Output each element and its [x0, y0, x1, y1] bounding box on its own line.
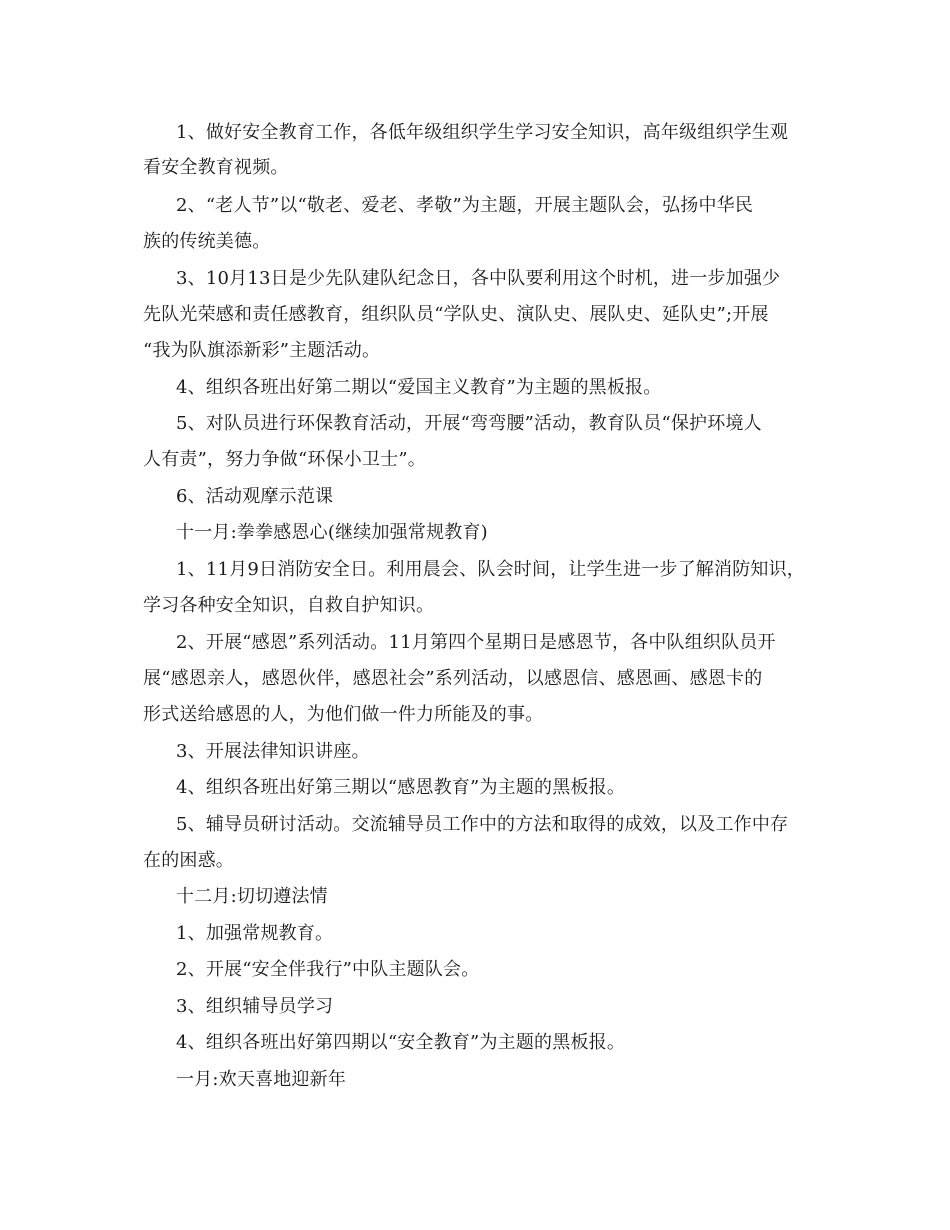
paragraph-line: 2、开展“安全伴我行”中队主题队会。 [176, 959, 480, 980]
section-heading: 一月:欢天喜地迎新年 [176, 1069, 347, 1090]
paragraph-line: 3、开展法律知识讲座。 [176, 741, 370, 762]
section-heading: 十二月:切切遵法情 [176, 886, 328, 907]
paragraph-line: 1、做好安全教育工作，各低年级组织学生学习安全知识，高年级组织学生观 [176, 122, 789, 143]
paragraph-line: 学习各种安全知识，自救自护知识。 [143, 595, 435, 616]
paragraph-line: 1、加强常规教育。 [176, 923, 334, 944]
paragraph-line: 4、组织各班出好第三期以“感恩教育”为主题的黑板报。 [176, 777, 626, 798]
paragraph-line: 形式送给感恩的人，为他们做一件力所能及的事。 [143, 704, 544, 725]
paragraph-line: 6、活动观摩示范课 [176, 486, 334, 507]
paragraph-line: 展“感恩亲人，感恩伙伴，感恩社会”系列活动，以感恩信、感恩画、感恩卡的 [143, 668, 763, 689]
paragraph-line: 1、11月9日消防安全日。利用晨会、队会时间，让学生进一步了解消防知识， [176, 559, 806, 580]
paragraph-line: 2、“老人节”以“敬老、爱老、孝敬”为主题，开展主题队会，弘扬中华民 [176, 195, 754, 216]
paragraph-line: 3、组织辅导员学习 [176, 996, 334, 1017]
paragraph-line: 看安全教育视频。 [143, 157, 289, 178]
paragraph-line: 先队光荣感和责任感教育，组织队员“学队史、演队史、展队史、延队史”;开展 [143, 304, 769, 325]
paragraph-line: 在的困惑。 [143, 850, 234, 871]
paragraph-line: 2、开展“感恩”系列活动。11月第四个星期日是感恩节，各中队组织队员开 [176, 632, 776, 653]
paragraph-line: 3、10月13日是少先队建队纪念日，各中队要利用这个时机，进一步加强少 [176, 268, 781, 289]
paragraph-line: “我为队旗添新彩”主题活动。 [143, 340, 381, 361]
paragraph-line: 族的传统美德。 [143, 231, 271, 252]
paragraph-line: 5、辅导员研讨活动。交流辅导员工作中的方法和取得的成效，以及工作中存 [176, 814, 789, 835]
section-heading: 十一月:拳拳感恩心(继续加强常规教育) [176, 522, 488, 543]
paragraph-line: 4、组织各班出好第四期以“安全教育”为主题的黑板报。 [176, 1032, 626, 1053]
paragraph-line: 4、组织各班出好第二期以“爱国主义教育”为主题的黑板报。 [176, 377, 662, 398]
paragraph-line: 人有责”，努力争做“环保小卫士”。 [143, 449, 427, 470]
paragraph-line: 5、对队员进行环保教育活动，开展“弯弯腰”活动，教育队员“保护环境人 [176, 413, 762, 434]
